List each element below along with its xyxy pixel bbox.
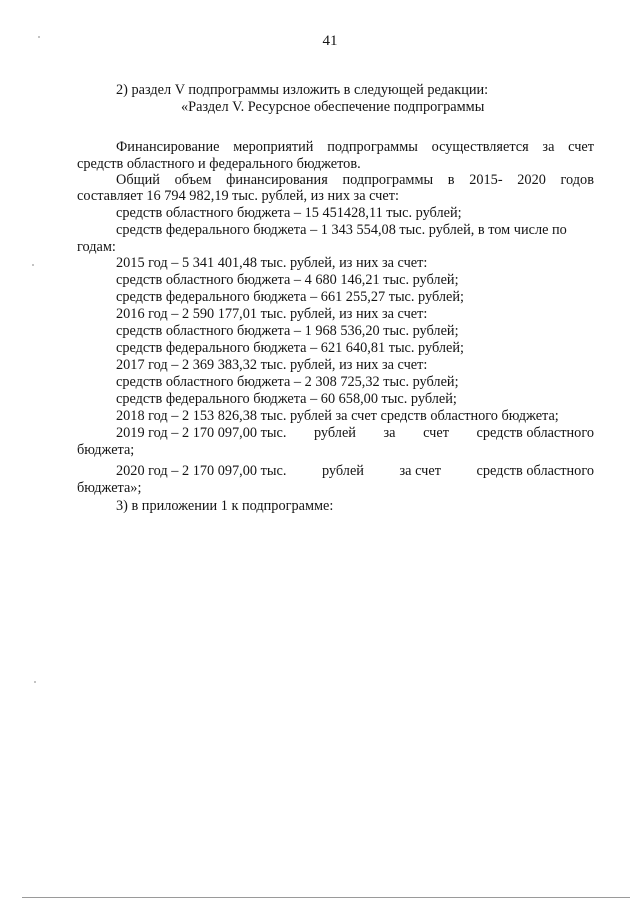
intro-by-years: годам: [77, 239, 116, 255]
page-bottom-edge [22, 897, 630, 898]
intro-word: подпрограммы [342, 172, 434, 188]
intro-word: мероприятий [233, 139, 314, 155]
year-2019-continuation: бюджета; [77, 442, 135, 458]
year-2020-continuation: бюджета»; [77, 480, 142, 496]
year-2019-part: счет [423, 425, 449, 441]
year-2016-federal: средств федерального бюджета – 621 640,81 тыс. рублей; [116, 340, 464, 356]
intro-word: подпрограммы [327, 139, 418, 155]
intro-word: Финансирование [116, 139, 220, 155]
intro-line-2: средств областного и федерального бюджетов. [77, 156, 361, 172]
year-2018-total: 2018 год – 2 153 826,38 тыс. рублей за счет средств областного бюджета; [116, 408, 559, 424]
scan-speck [32, 264, 34, 266]
year-2015-total: 2015 год – 5 341 401,48 тыс. рублей, из них за счет: [116, 255, 428, 271]
intro-word: годов [560, 172, 594, 188]
year-2020-total [116, 462, 594, 480]
year-2020-part: средств областного [476, 463, 594, 479]
amendment-item-3: 3) в приложении 1 к подпрограмме: [116, 498, 334, 514]
year-2019-total [116, 424, 594, 442]
intro-word: 2020 [517, 172, 546, 188]
year-2017-regional: средств областного бюджета – 2 308 725,32 тыс. рублей; [116, 374, 459, 390]
year-2015-regional: средств областного бюджета – 4 680 146,21 тыс. рублей; [116, 272, 459, 288]
intro-federal: средств федерального бюджета – 1 343 554,08 тыс. рублей, в том числе по [116, 222, 567, 238]
intro-regional: средств областного бюджета – 15 451428,11 тыс. рублей; [116, 205, 462, 221]
intro-line-1 [116, 138, 594, 156]
year-2016-regional: средств областного бюджета – 1 968 536,20 тыс. рублей; [116, 323, 459, 339]
year-2019-part: средств областного [476, 425, 594, 441]
intro-word: счет [568, 139, 594, 155]
year-2020-part: 2020 год – 2 170 097,00 тыс. [116, 463, 287, 479]
section-title: «Раздел V. Ресурсное обеспечение подпрограммы [181, 99, 485, 115]
scan-speck [34, 681, 36, 683]
intro-total: составляет 16 794 982,19 тыс. рублей, из них за счет: [77, 188, 399, 204]
amendment-item-2: 2) раздел V подпрограммы изложить в следующей редакции: [116, 82, 489, 98]
year-2019-part: рублей [313, 425, 356, 441]
year-2017-federal: средств федерального бюджета – 60 658,00 тыс. рублей; [116, 391, 457, 407]
intro-word: осуществляется [431, 139, 529, 155]
year-2015-federal: средств федерального бюджета – 661 255,27 тыс. рублей; [116, 289, 464, 305]
year-2020-part: за счет [399, 463, 441, 479]
year-2016-total: 2016 год – 2 590 177,01 тыс. рублей, из них за счет: [116, 306, 428, 322]
year-2019-part: 2019 год – 2 170 097,00 тыс. [116, 425, 287, 441]
intro-word: 2015- [469, 172, 503, 188]
scan-speck [38, 36, 40, 38]
year-2020-part: рублей [321, 463, 364, 479]
intro-word: Общий [116, 172, 160, 188]
intro-word: финансирования [226, 172, 328, 188]
year-2019-part: за [383, 425, 396, 441]
year-2017-total: 2017 год – 2 369 383,32 тыс. рублей, из них за счет: [116, 357, 428, 373]
intro-word: в [447, 172, 455, 188]
page-number: 41 [322, 33, 338, 49]
intro-word: объем [174, 172, 212, 188]
intro-word: за [542, 139, 555, 155]
